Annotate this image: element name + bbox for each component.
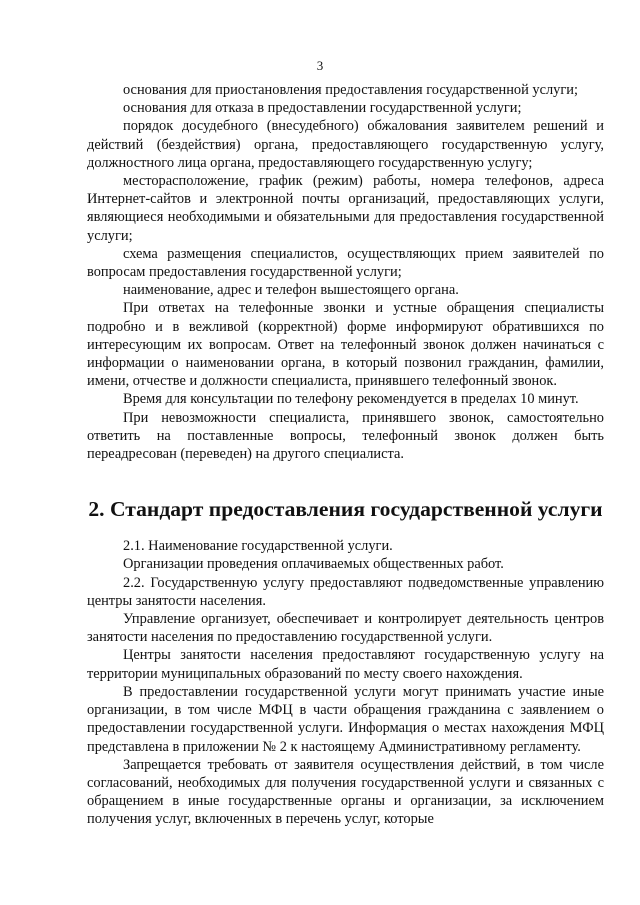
paragraph-mfc-participation: В предоставлении государственной услуги могут принимать участие иные организации, в том числе МФЦ в части обращения гражданина с заявлением о предоставлении государственной услуги. Информация о местах нахождения МФЦ представлена в приложении № 2 к настоящему Административному регламенту. xyxy=(87,683,604,755)
paragraph-employment-centers: Центры занятости населения предоставляют государственную услугу на территории муниципальных образований по месту своего нахождения. xyxy=(87,647,604,682)
paragraph-prohibition: Запрещается требовать от заявителя осуществления действий, в том числе согласований, необходимых для получения государственной услуги и связанных с обращением в иные государственные органы и организации, за исключением получения услуг, включенных в перечень услуг, которые xyxy=(87,756,604,828)
paragraph-call-redirect: При невозможности специалиста, принявшего звонок, самостоятельно ответить на поставленные вопросы, телефонный звонок должен быть переадресован (переведен) на другого специалиста. xyxy=(87,409,604,463)
paragraph-appeal-procedure: порядок досудебного (внесудебного) обжалования заявителем решений и действий (бездействия) органа, предоставляющего государственную услугу, должностного лица органа, предоставляющего государственную услугу; xyxy=(87,118,604,171)
paragraph-suspension-grounds: основания для приостановления предоставления государственной услуги; xyxy=(123,82,578,98)
paragraph-location-schedule: месторасположение, график (режим) работы, номера телефонов, адреса Интернет-сайтов и электронной почты организаций, предоставляющих услуги, являющиеся необходимыми и обязательными для предоставления государственной услуги; xyxy=(87,173,604,244)
paragraph-superior-body: наименование, адрес и телефон вышестоящего органа. xyxy=(123,282,459,299)
paragraph-consultation-time: Время для консультации по телефону рекомендуется в пределах 10 минут. xyxy=(123,391,579,408)
document-body xyxy=(87,81,604,829)
paragraph-staff-placement: схема размещения специалистов, осуществляющих прием заявителей по вопросам предоставления государственной услуги; xyxy=(87,245,604,281)
page-number: 3 xyxy=(316,58,324,73)
section-heading: 2. Стандарт предоставления государственной услуги xyxy=(88,497,603,522)
section-spacer xyxy=(87,463,604,500)
paragraph-refusal-grounds: основания для отказа в предоставлении государственной услуги; xyxy=(123,100,522,117)
paragraph-public-works: Организации проведения оплачиваемых общественных работ. xyxy=(123,556,504,573)
paragraph-phone-answers: При ответах на телефонные звонки и устные обращения специалисты подробно и в вежливой (корректной) форме информируют обратившихся по интересующим их вопросам. Ответ на телефонный звонок должен начинаться с информации о наименовании органа, в который позвонил гражданин, фамилии, имени, отчестве и должности специалиста, принявшего телефонный звонок. xyxy=(87,300,604,390)
paragraph-management: Управление организует, обеспечивает и контролирует деятельность центров занятости населения по предоставлению государственной услуги. xyxy=(87,611,604,646)
paragraph-providers: 2.2. Государственную услугу предоставляют подведомственные управлению центры занятости населения. xyxy=(87,574,604,609)
paragraph-service-name: 2.1. Наименование государственной услуги. xyxy=(123,538,393,555)
